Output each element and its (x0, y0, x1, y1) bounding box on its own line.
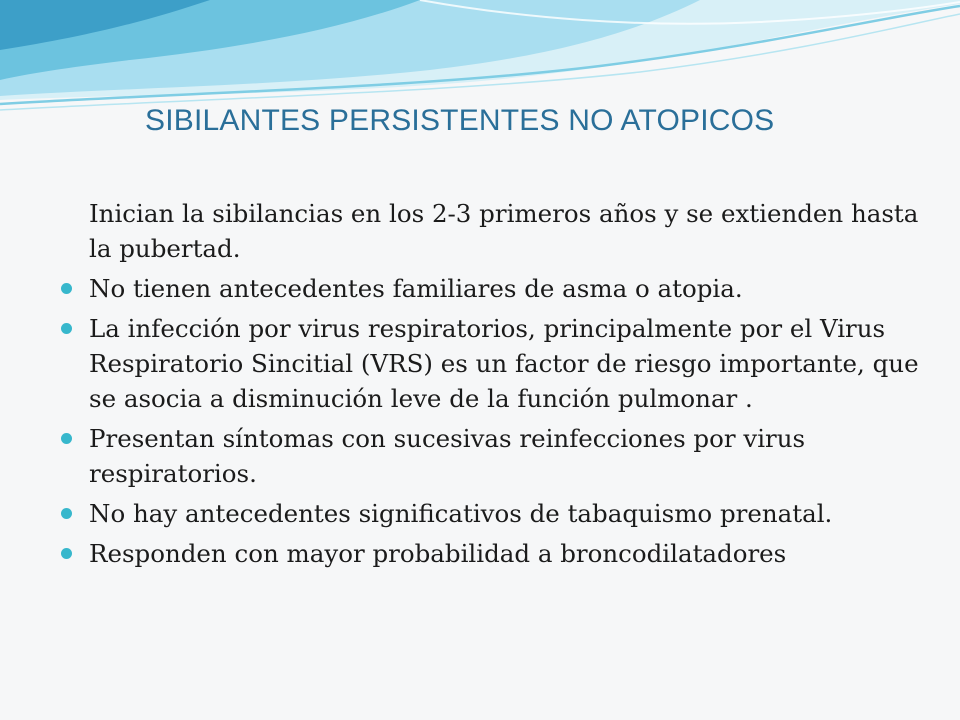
bullet-item (60, 311, 920, 416)
bullet-text: No hay antecedentes significativos de tabaquismo prenatal. (89, 499, 833, 528)
header-wave-decoration (0, 0, 960, 115)
bullet-item (60, 536, 920, 571)
bullet-text: La infección por virus respiratorios, principalmente por el Virus Respiratorio Sincitial (VRS) es un factor de riesgo importante, que se asocia a disminución leve de la función pulmonar . (89, 314, 919, 413)
bullet-dot-icon (61, 433, 72, 444)
bullet-text: Presentan síntomas con sucesivas reinfecciones por virus respiratorios. (89, 424, 806, 488)
bullet-dot-icon (61, 548, 72, 559)
intro-paragraph (60, 196, 920, 266)
bullet-item (60, 271, 920, 306)
slide-body (60, 196, 920, 576)
bullet-item (60, 421, 920, 491)
bullet-dot-icon (61, 323, 72, 334)
bullet-dot-icon (61, 283, 72, 294)
slide-title: SIBILANTES PERSISTENTES NO ATOPICOS (145, 104, 775, 137)
bullet-text: No tienen antecedentes familiares de asma o atopia. (89, 274, 743, 303)
bullet-dot-icon (61, 508, 72, 519)
intro-text: Inician la sibilancias en los 2-3 primeros años y se extienden hasta la pubertad. (89, 199, 919, 263)
bullet-text: Responden con mayor probabilidad a broncodilatadores (89, 539, 787, 568)
bullet-item (60, 496, 920, 531)
